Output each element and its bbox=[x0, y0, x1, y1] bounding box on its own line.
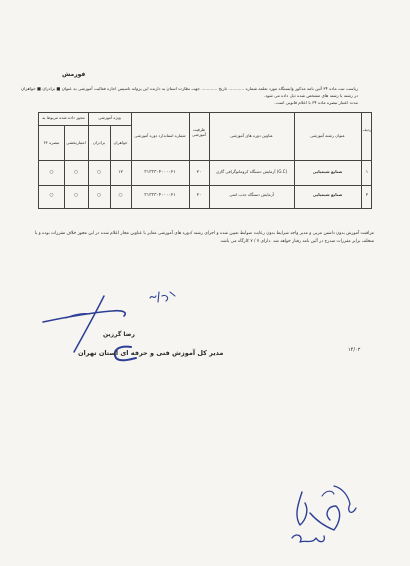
row2-note34: ○ bbox=[49, 193, 54, 198]
row2-code: ۳۱۳۳۳۰۴۰۰۰۰۲۱ bbox=[144, 193, 176, 198]
row1-course: آزمایش دستگاه کروماتوگرافی گازی (G.C) bbox=[215, 169, 288, 174]
row1-note34: ○ bbox=[49, 170, 54, 175]
row2-field: صنایع شیمیایی bbox=[312, 192, 343, 197]
row1-women: ۱۲ bbox=[118, 170, 123, 175]
row2-capacity: ۲۰ bbox=[196, 193, 202, 198]
row1-field: صنایع شیمیایی bbox=[312, 169, 343, 174]
note34-header: تبصره ۳۴ bbox=[43, 140, 60, 145]
code-header: شماره استاندارد دوره آموزشی bbox=[134, 133, 186, 138]
signatory-name: رضا گرزین bbox=[103, 331, 135, 338]
special-header: ویژه آموزشی bbox=[98, 115, 121, 120]
row2-number: ۲ bbox=[365, 193, 369, 198]
accreditation-header: اعتباربخشی bbox=[66, 140, 86, 145]
women-header: خواهران bbox=[113, 140, 128, 145]
header-line-3: مدت اعتبار تبصره ماده ۳۴ با اعلام قانونی است. bbox=[274, 100, 358, 105]
row2-course: آزمایش دستگاه جذب اتمی bbox=[229, 192, 274, 197]
row-header: ردیف bbox=[362, 127, 372, 132]
row2-accreditation: ○ bbox=[74, 193, 78, 198]
header-line-2: در رشته یا رشته های مشخص شده ذیل داده می شود. bbox=[263, 93, 358, 98]
regulation-paragraph-1: مراقبت آموزش بدون داشتن مربی و مدیر واجد شرایط بدون رعایت ضوابط تعیین شده و اجرای رشته /دوره های آموزشی مغایر با عناوین مجاز اعلام شده در این مجوز خلاف مقررات بوده و با bbox=[34, 231, 374, 236]
form-title: فورمش bbox=[62, 71, 86, 78]
field-header: عنوان رشته آموزشی bbox=[310, 133, 345, 138]
regulation-paragraph-2: متخلف برابر مقررات مندرج در آئین نامه رفتار خواهد شد .دارای ۷ / ۷ کارگاه می باشد. bbox=[219, 239, 374, 244]
row1-code: ۳۱۳۳۳۰۴۰۰۰۰۲۱ bbox=[144, 170, 176, 175]
row1-men: ○ bbox=[97, 170, 101, 175]
signatory-title: مدیر کل آموزش فنی و حرفه ای استان تهران bbox=[78, 349, 224, 357]
men-header: برادران bbox=[92, 140, 106, 145]
row1-capacity: ۲۰ bbox=[196, 170, 202, 175]
row2-men: ○ bbox=[97, 193, 101, 198]
capacity-header: ظرفیت آموزشی bbox=[192, 127, 206, 137]
document-date: ۱۴/۰۲ bbox=[348, 347, 361, 353]
course-header: عناوین دوره های آموزشی bbox=[230, 133, 273, 138]
permits-header: مجوز داده شده مربوط به bbox=[42, 115, 85, 120]
header-line-1: ریاست ثبت ماده ۳۴ آئین نامه مذکور وابستگاه مورد تعلمه شماره ............ تاریخ ............ جهت نظارت استان به دارنده این پروانه تاسیس اجازه فعالیت آموزشی به عنوان ■ برادران ■ خواهران bbox=[21, 86, 358, 91]
row2-women: ○ bbox=[118, 193, 123, 198]
row1-accreditation: ○ bbox=[74, 170, 78, 175]
row1-number: ۱ bbox=[365, 170, 369, 175]
